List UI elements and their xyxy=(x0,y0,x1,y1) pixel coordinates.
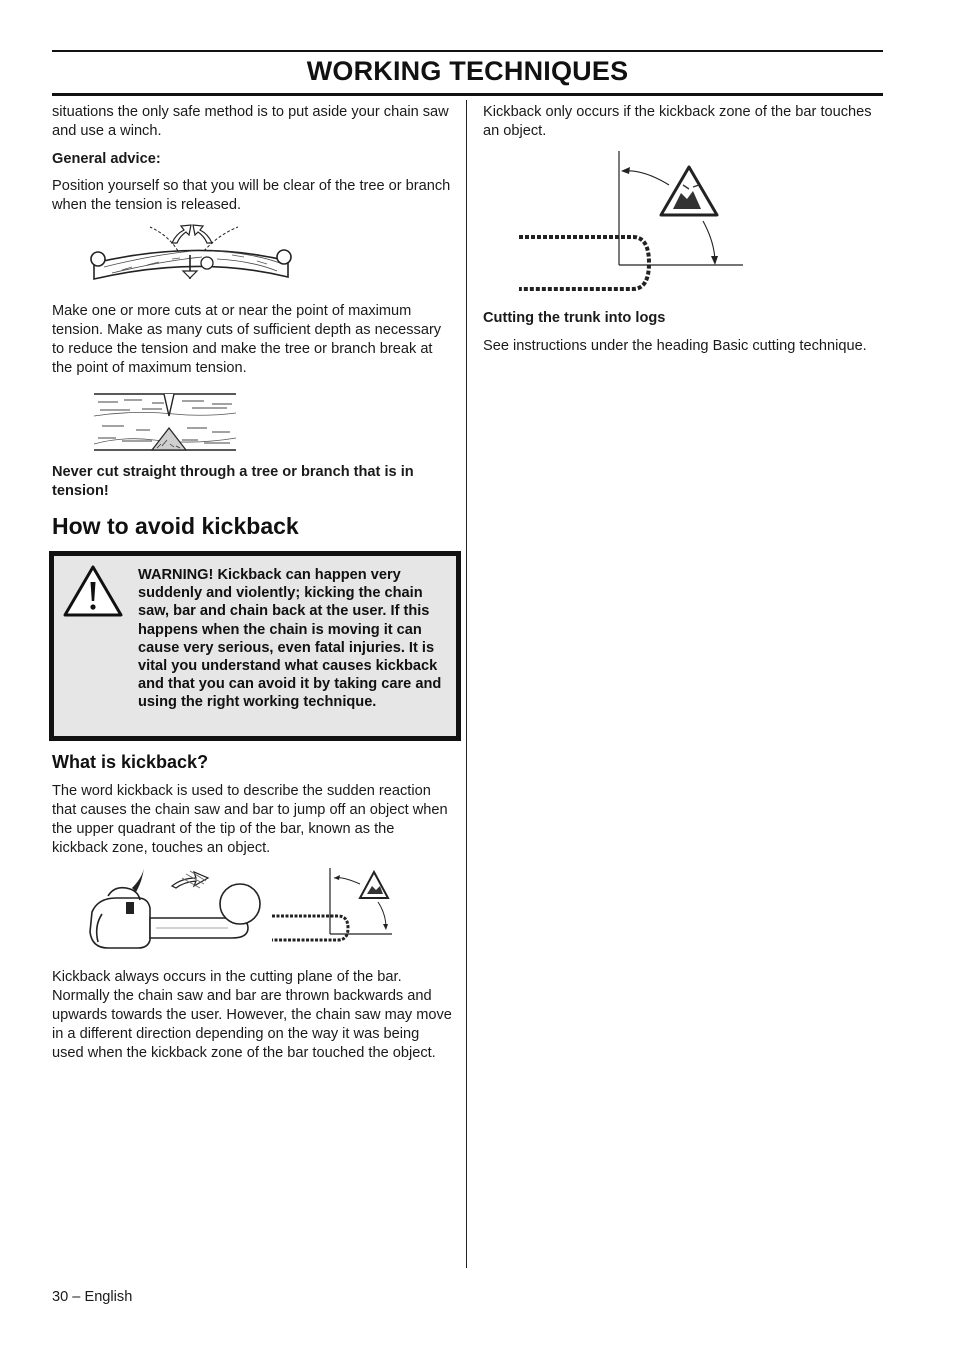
kickback-chainsaw-illustration xyxy=(52,866,452,962)
paragraph-basic-cutting: See instructions under the heading Basic cutting technique. xyxy=(483,338,867,354)
tension-branch-illustration xyxy=(52,221,452,297)
kickback-zone-illustration xyxy=(483,151,883,301)
cutting-trunk-heading: Cutting the trunk into logs xyxy=(483,310,666,326)
header-rule-top xyxy=(52,50,883,52)
paragraph-winch: situations the only safe method is to put aside your chain saw and use a winch. xyxy=(52,104,449,139)
page-title: WORKING TECHNIQUES xyxy=(306,56,629,86)
warning-triangle-icon xyxy=(62,564,124,618)
paragraph-kickback-zone: Kickback only occurs if the kickback zone of the bar touches an object. xyxy=(483,104,872,139)
paragraph-position: Position yourself so that you will be clear of the tree or branch when the tension is released. xyxy=(52,178,451,213)
header-rule-bottom xyxy=(52,93,883,96)
paragraph-kickback-definition: The word kickback is used to describe the sudden reaction that causes the chain saw and bar to jump off an object when the upper quadrant of the tip of the bar, known as the kickback zone, touches an object. xyxy=(52,783,448,856)
paragraph-cuts: Make one or more cuts at or near the point of maximum tension. Make as many cuts of sufficient depth as necessary to reduce the tension and make the tree or branch break at the point of maximum tension. xyxy=(52,303,442,376)
page-number: 30 – English xyxy=(52,1289,133,1305)
paragraph-cutting-plane: Kickback always occurs in the cutting plane of the bar. Normally the chain saw and bar are thrown backwards and upwards towards the user. However, the chain saw may move in a different direction depending on the way it was being used when the kickback zone of the bar touched the object. xyxy=(52,969,452,1061)
right-column xyxy=(483,103,883,356)
warning-box xyxy=(49,551,461,741)
general-advice-heading: General advice: xyxy=(52,151,161,167)
warning-text: WARNING! Kickback can happen very suddenly and violently; kicking the chain saw, bar and chain back at the user. If this happens when the chain is moving it can cause very serious, even fatal injuries. It is vital you understand what causes kickback and that you can avoid it by taking care and using the right working technique. xyxy=(138,567,442,711)
never-cut-warning: Never cut straight through a tree or branch that is in tension! xyxy=(52,464,414,499)
column-divider xyxy=(466,100,467,1268)
kickback-heading: How to avoid kickback xyxy=(52,513,299,539)
left-column xyxy=(52,103,452,1063)
what-is-kickback-heading: What is kickback? xyxy=(52,752,209,772)
log-cut-illustration xyxy=(52,386,452,456)
